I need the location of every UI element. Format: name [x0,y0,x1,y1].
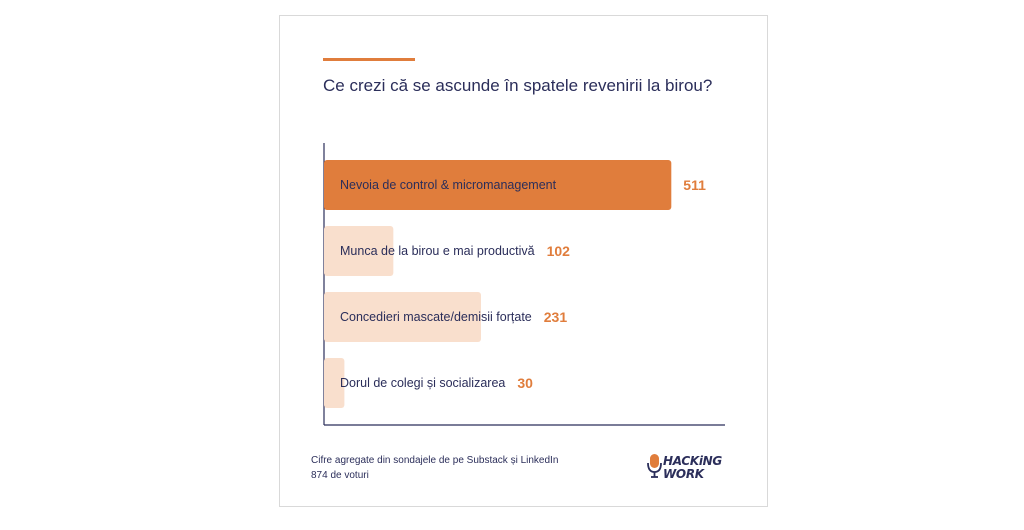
footnote-votes: 874 de voturi [311,470,369,481]
footnote-source: Cifre agregate din sondajele de pe Substack și LinkedIn [311,455,559,466]
bar-label-4: Dorul de colegi și socializarea [340,376,506,390]
bar-value-2: 102 [546,243,570,259]
logo-text-hacking: HACKiNG [663,454,722,468]
footnote [311,453,611,483]
bar-value-4: 30 [517,375,533,391]
hacking-work-logo [647,444,737,484]
poll-card [279,15,768,507]
chart-title: Ce crezi că se ascunde în spatele revenirii la birou? [323,76,713,95]
logo-text-work: WORK [663,467,704,481]
microphone-icon [647,452,663,482]
bar-value-3: 231 [543,309,568,325]
bar-label-1: Nevoia de control & micromanagement [340,178,557,192]
bar-value-1: 511 [683,177,706,193]
bar-label-3: Concedieri mascate/demisii forțate [340,310,532,324]
bar-label-2: Munca de la birou e mai productivă [340,244,535,258]
bar-chart [280,16,769,508]
